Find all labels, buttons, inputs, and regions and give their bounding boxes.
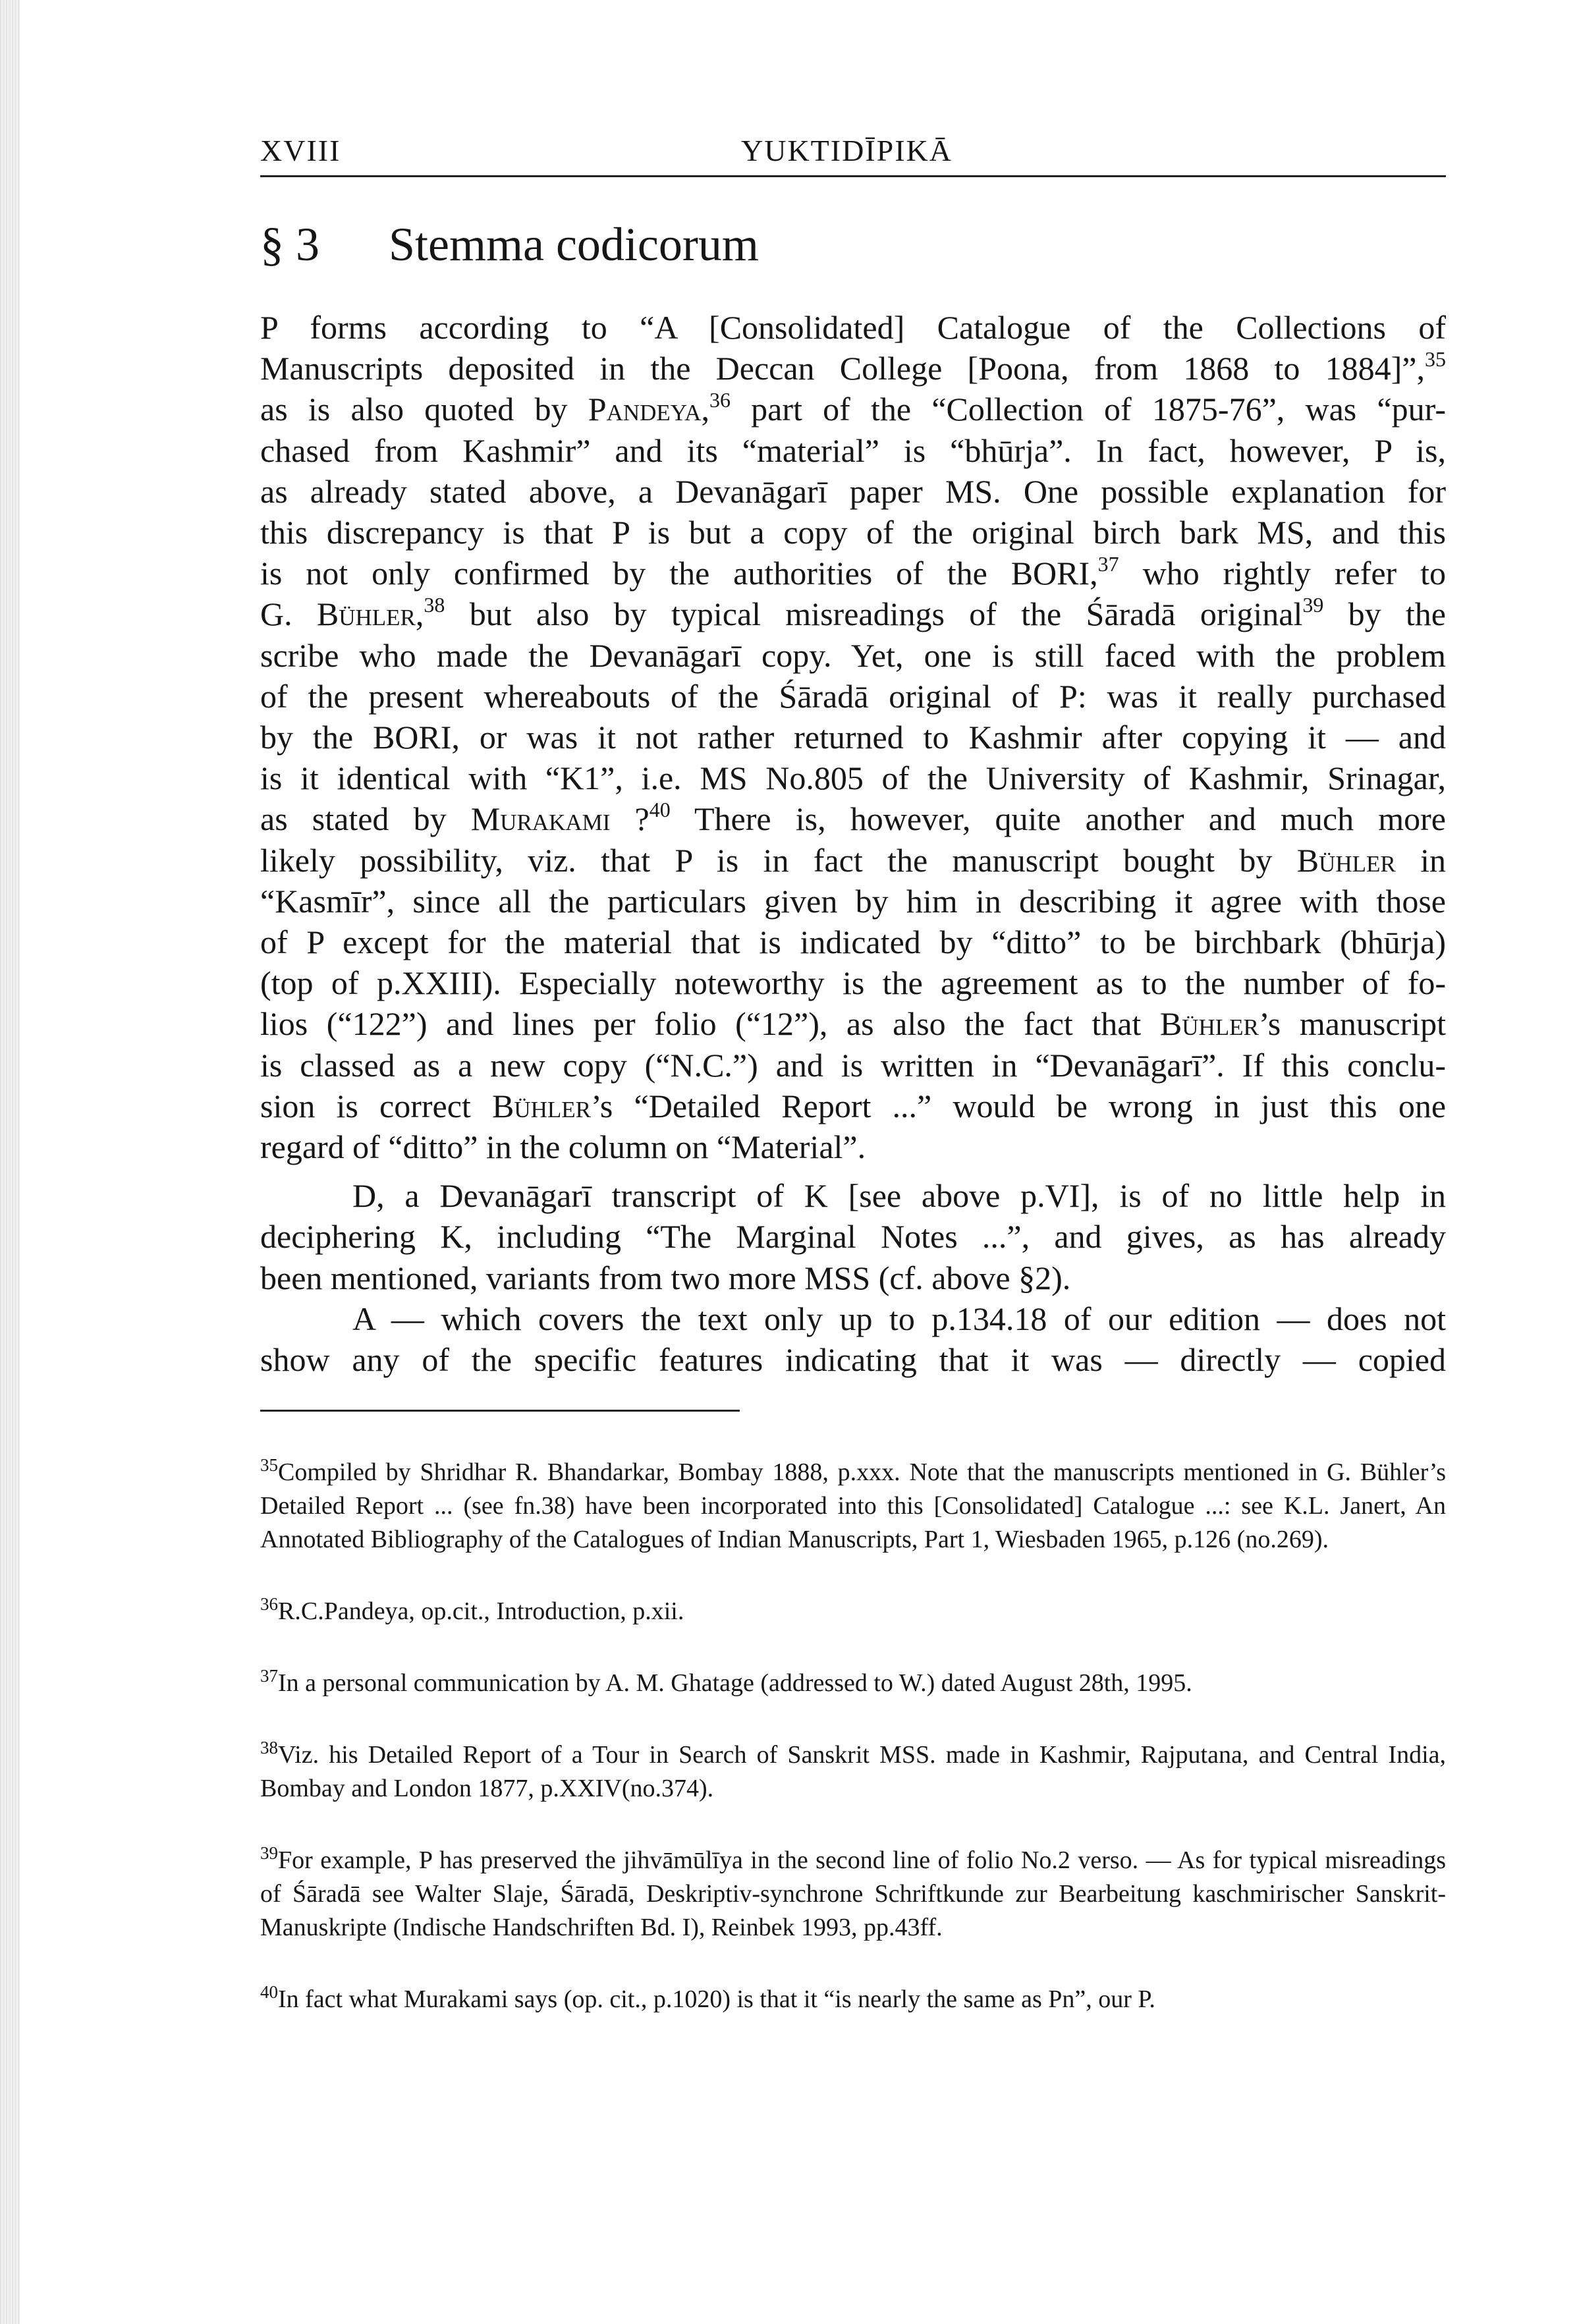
footnote-text: In fact what Murakami says (op. cit., p.1020) is that it “is nearly the same as Pn”, our P. bbox=[278, 1985, 1155, 2013]
body-line: P forms according to “A [Consolidated] Catalogue of the Collections of bbox=[260, 309, 1446, 346]
footnote-number: 39 bbox=[260, 1843, 278, 1863]
header-rule bbox=[260, 175, 1446, 177]
footnote-number: 35 bbox=[260, 1455, 278, 1475]
body-line: (top of p.XXIII). Especially noteworthy is the agreement as to the number of fo- bbox=[260, 964, 1446, 1002]
body-line: of P except for the material that is indicated by “ditto” to be birchbark (bhūrja) bbox=[260, 924, 1446, 961]
footnote-number: 36 bbox=[260, 1594, 278, 1614]
body-line: D, a Devanāgarī transcript of K [see above p.VI], is of no little help in bbox=[352, 1177, 1446, 1215]
running-head bbox=[260, 125, 1446, 178]
body-line: deciphering K, including “The Marginal Notes ...”, and gives, as has already bbox=[260, 1218, 1446, 1256]
running-title: YUKTIDĪPIKĀ bbox=[741, 134, 953, 167]
footnote-ref: 35 bbox=[1425, 347, 1446, 372]
footnote-number: 37 bbox=[260, 1666, 278, 1686]
body-line: as is also quoted by Pandeya,$^{36}$ part of the “Collection of 1875-76”, was “pur- bbox=[260, 388, 1446, 428]
footnote bbox=[260, 1983, 1446, 2016]
footnote-text: R.C.Pandeya, op.cit., Introduction, p.xii. bbox=[278, 1597, 684, 1625]
footnote bbox=[260, 1456, 1446, 1557]
footnote-ref: 39 bbox=[1302, 593, 1324, 617]
footnote bbox=[260, 1667, 1446, 1700]
body-line: of the present whereabouts of the Śāradā original of P: was it really purchased bbox=[260, 677, 1446, 715]
body-line: G. Bühler,$^{38}$ but also by typical misreadings of the Śāradā original$^{39}$ by the bbox=[260, 593, 1446, 633]
footnote-text: For example, P has preserved the jihvāmūlīya in the second line of folio No.2 verso. — As for typical misreadings of Śāradā see Walter Slaje, Śāradā, Deskriptiv-synchrone Schriftkunde zur Bearbeitung kaschmirischer Sanskrit-Manuskripte (Indische Handschriften Bd. I), Reinbek 1993, pp.43ff. bbox=[260, 1846, 1446, 1941]
footnote-text: Viz. his Detailed Report of a Tour in Search of Sanskrit MSS. made in Kashmir, Rajputana, and Central India, Bombay and London 1877, p.XXIV(no.374). bbox=[260, 1741, 1446, 1802]
body-line: lios (“122”) and lines per folio (“12”), as also the fact that Bühler’s manuscript bbox=[260, 1005, 1446, 1043]
page-number: XVIII bbox=[260, 134, 341, 167]
footnote-text: In a personal communication by A. M. Ghatage (addressed to W.) dated August 28th, 1995. bbox=[278, 1669, 1192, 1697]
body-line: is it identical with “K1”, i.e. MS No.805 of the University of Kashmir, Srinagar, bbox=[260, 760, 1446, 797]
body-line: by the BORI, or was it not rather returned to Kashmir after copying it — and bbox=[260, 719, 1446, 756]
footnote-rule bbox=[260, 1410, 740, 1412]
footnote-ref: 40 bbox=[649, 798, 671, 822]
body-line: scribe who made the Devanāgarī copy. Yet, one is still faced with the problem bbox=[260, 636, 1446, 674]
body-line: sion is correct Bühler’s “Detailed Report ...” would be wrong in just this one bbox=[260, 1087, 1447, 1124]
body-line: is classed as a new copy (“N.C.”) and is written in “Devanāgarī”. If this conclu- bbox=[260, 1046, 1446, 1084]
body-line: been mentioned, variants from two more MSS (cf. above §2). bbox=[260, 1259, 1071, 1296]
body-line: as already stated above, a Devanāgarī paper MS. One possible explanation for bbox=[260, 472, 1446, 510]
footnote bbox=[260, 1595, 1446, 1628]
footnote bbox=[260, 1844, 1446, 1945]
footnote-ref: 38 bbox=[424, 593, 445, 617]
footnote-ref: 37 bbox=[1097, 552, 1119, 576]
footnote-number: 38 bbox=[260, 1738, 278, 1757]
footnote-ref: 36 bbox=[709, 388, 731, 412]
section-title: Stemma codicorum bbox=[389, 218, 759, 271]
body-line: show any of the specific features indicating that it was — directly — copied bbox=[260, 1341, 1446, 1379]
body-line: regard of “ditto” in the column on “Material”. bbox=[260, 1128, 866, 1166]
body-line: “Kasmīr”, since all the particulars given by him in describing it agree with those bbox=[260, 882, 1446, 920]
body-line: is not only confirmed by the authorities of the BORI,$^{37}$ who rightly refer to bbox=[260, 552, 1446, 592]
footnote-text: Compiled by Shridhar R. Bhandarkar, Bombay 1888, p.xxx. Note that the manuscripts mentioned in G. Bühler’s Detailed Report ... (see fn.38) have been incorporated into this [Consolidated] Catalogue ...: see K.L. Janert, An Annotated Bibliography of the Catalogues of Indian Manuscripts, Part 1, Wiesbaden 1965, p.126 (no.269). bbox=[260, 1458, 1446, 1553]
body-line: A — which covers the text only up to p.134.18 of our edition — does not bbox=[352, 1300, 1446, 1337]
footnote bbox=[260, 1738, 1446, 1806]
body-line: likely possibility, viz. that P is in fact the manuscript bought by Bühler in bbox=[260, 841, 1446, 879]
footnotes bbox=[260, 1456, 1446, 2055]
section-heading bbox=[260, 217, 759, 272]
body-line: this discrepancy is that P is but a copy of the original birch bark MS, and this bbox=[260, 514, 1446, 551]
body-line: Manuscripts deposited in the Deccan College [Poona, from 1868 to 1884]”,$^{35}$ bbox=[260, 347, 1446, 387]
page-edge-binding bbox=[0, 0, 20, 2324]
body-line: chased from Kashmir” and its “material” is “bhūrja”. In fact, however, P is, bbox=[260, 431, 1446, 469]
footnote-number: 40 bbox=[260, 1982, 278, 2002]
section-number: § 3 bbox=[260, 218, 319, 271]
body-line: as stated by Murakami ?$^{40}$ There is, however, quite another and much more bbox=[260, 798, 1446, 838]
body-text bbox=[260, 307, 1446, 1380]
